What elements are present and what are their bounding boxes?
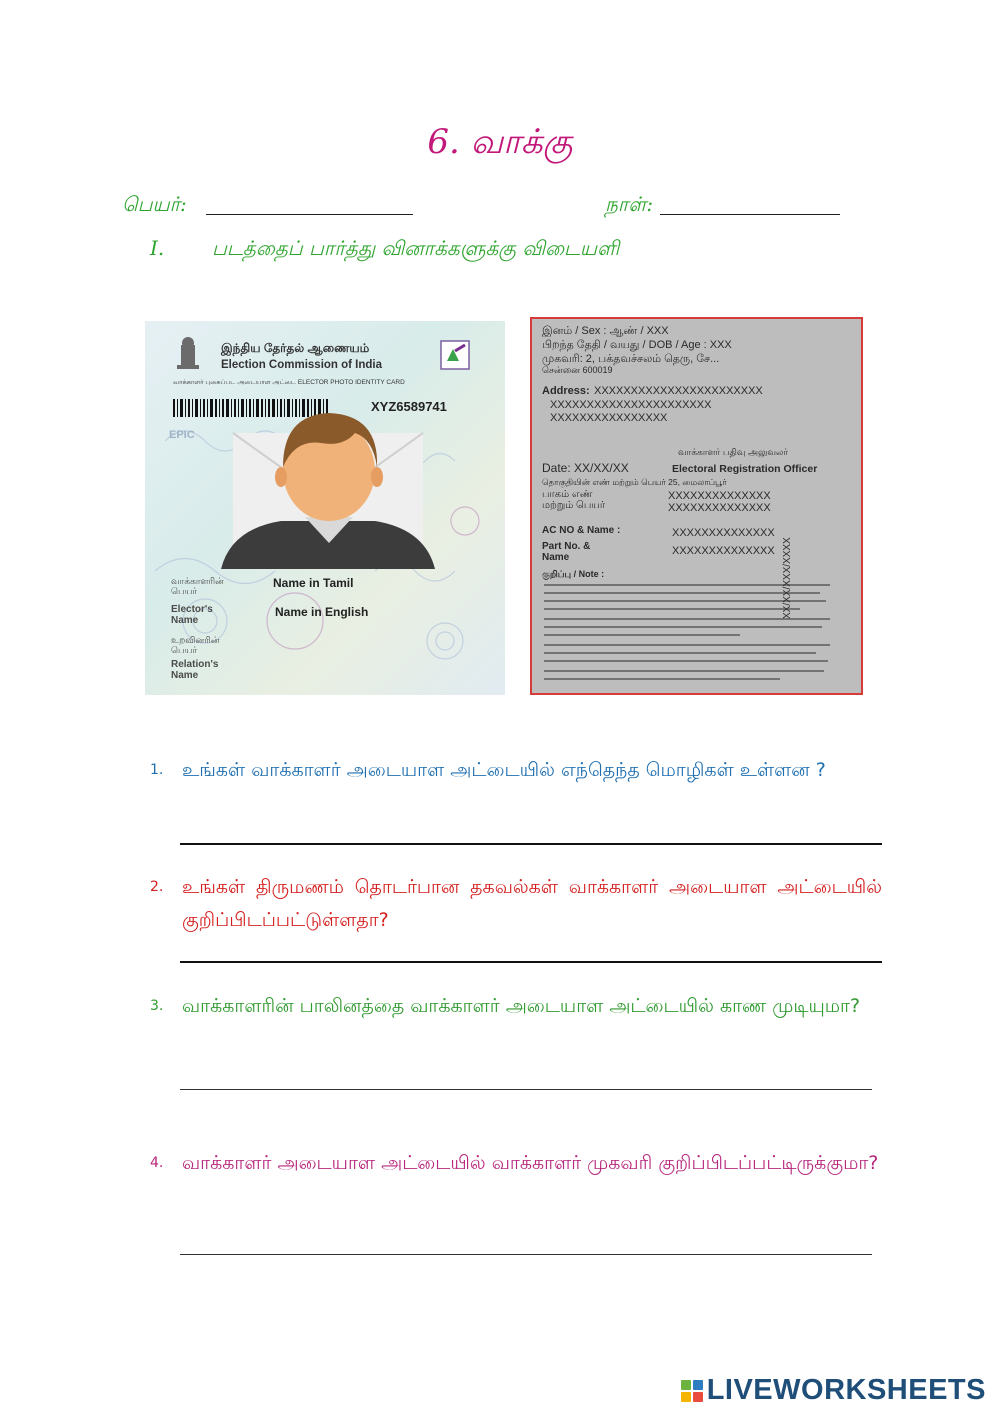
- relation-label-tamil: உறவினரின் பெயர்: [171, 635, 220, 655]
- question-4: [150, 1147, 882, 1217]
- barcode-icon: [173, 399, 328, 417]
- back-address-line-1: XXXXXXXXXXXXXXXXXXXXXXX: [594, 385, 763, 397]
- back-date-line: Date: XX/XX/XX: [542, 461, 629, 475]
- back-partno-x: XXXXXXXXXXXXXX: [672, 545, 775, 557]
- back-address-label: Address:: [542, 385, 590, 397]
- date-field[interactable]: [660, 214, 840, 215]
- question-3-text: வாக்காளரின் பாலினத்தை வாக்காளர் அடையாள அட்டையில் காண முடியுமா?: [182, 995, 861, 1017]
- question-2-text: உங்கள் திருமணம் தொடர்பான தகவல்கள் வாக்காளர் அடையாள அட்டையில் குறிப்பிடப்பட்டுள்ளதா?: [182, 876, 882, 931]
- date-label: நாள்:: [605, 192, 654, 216]
- question-2: [150, 871, 882, 941]
- instruction-text: படத்தைப் பார்த்து வினாக்களுக்கு விடையளி: [212, 236, 620, 260]
- name-value-tamil: Name in Tamil: [273, 576, 354, 590]
- epic-watermark: EPIC: [169, 429, 195, 441]
- answer-line-2[interactable]: [180, 961, 882, 963]
- epic-number: XYZ6589741: [371, 399, 447, 414]
- back-sex-line: இனம் / Sex : ஆண் / XXX: [542, 325, 669, 337]
- back-note-label: குறிப்பு / Note :: [542, 569, 605, 579]
- name-value-english: Name in English: [275, 605, 369, 619]
- card-subheader: வாக்காளர் புகைப்பட அடையாள அட்டை ELECTOR PHOTO IDENTITY CARD: [173, 379, 405, 386]
- emblem-icon: [177, 337, 199, 369]
- card-header-tamil: இந்திய தேர்தல் ஆணையம்: [221, 341, 370, 355]
- back-ero-tamil: வாக்காளர் பதிவு அலுவலர்: [678, 447, 789, 457]
- name-label-tamil: வாக்காளரின் பெயர்: [171, 576, 224, 596]
- back-note-text-lines: [540, 581, 840, 689]
- back-city-line: சென்னை 600019: [542, 365, 613, 375]
- card-header-english: Election Commission of India: [221, 359, 383, 371]
- liveworksheets-logo-text: LIVEWORKSHEETS: [706, 1374, 986, 1406]
- back-dob-line: பிறந்த தேதி / வயது / DOB / Age : XXX: [542, 339, 732, 351]
- back-address-tamil: முகவரி: 2, பக்தவச்சலம் தெரு, சே...: [542, 353, 720, 365]
- election-logo-icon: [441, 341, 469, 369]
- back-partno-label: Part No. &: [542, 541, 591, 552]
- question-1-text: உங்கள் வாக்காளர் அடையாள அட்டையில் எந்தெந்த மொழிகள் உள்ளன ?: [182, 759, 826, 781]
- back-address-line-3: XXXXXXXXXXXXXXXX: [550, 412, 668, 424]
- back-partno-label-2: Name: [542, 552, 570, 563]
- back-constituency: தொகுதியின் எண் மற்றும் பெயர் 25, மைலாப்பூர்: [542, 477, 727, 487]
- question-2-number: 2.: [150, 879, 164, 895]
- back-part-tamil-2: மற்றும் பெயர்: [542, 500, 606, 511]
- person-avatar-icon: [221, 413, 435, 569]
- back-ac-label: AC NO & Name :: [542, 525, 621, 536]
- name-label-english: Elector's Name: [171, 604, 213, 626]
- question-4-number: 4.: [150, 1155, 164, 1171]
- back-address-line-2: XXXXXXXXXXXXXXXXXXXXXX: [550, 399, 712, 411]
- back-part-tamil: பாகம் எண்: [542, 489, 593, 500]
- back-ac-x: XXXXXXXXXXXXXX: [672, 527, 775, 539]
- back-part-x1: XXXXXXXXXXXXXX: [668, 490, 771, 502]
- voter-id-front-image: [145, 321, 505, 695]
- question-1-number: 1.: [150, 762, 164, 778]
- back-ero-english: Electoral Registration Officer: [672, 463, 818, 475]
- answer-line-3[interactable]: [180, 1089, 872, 1090]
- name-label: பெயர்:: [122, 192, 187, 216]
- name-field[interactable]: [206, 214, 413, 215]
- answer-line-4[interactable]: [180, 1254, 872, 1255]
- liveworksheets-logo: [681, 1374, 986, 1407]
- back-vertical-code: XX/XX/XXX/XXXX: [782, 537, 793, 619]
- page-title: 6. வாக்கு: [427, 122, 573, 162]
- voter-id-back-image: [530, 317, 863, 695]
- back-part-x2: XXXXXXXXXXXXXX: [668, 502, 771, 514]
- liveworksheets-logo-icon: [681, 1380, 703, 1402]
- question-1: [150, 754, 882, 824]
- section-number: I.: [150, 236, 165, 260]
- answer-line-1[interactable]: [180, 843, 882, 845]
- question-3-number: 3.: [150, 998, 164, 1014]
- question-4-text: வாக்காளர் அடையாள அட்டையில் வாக்காளர் முகவரி குறிப்பிடப்பட்டிருக்குமா?: [182, 1152, 879, 1174]
- question-3: [150, 990, 882, 1060]
- relation-label-english: Relation's Name: [171, 659, 219, 681]
